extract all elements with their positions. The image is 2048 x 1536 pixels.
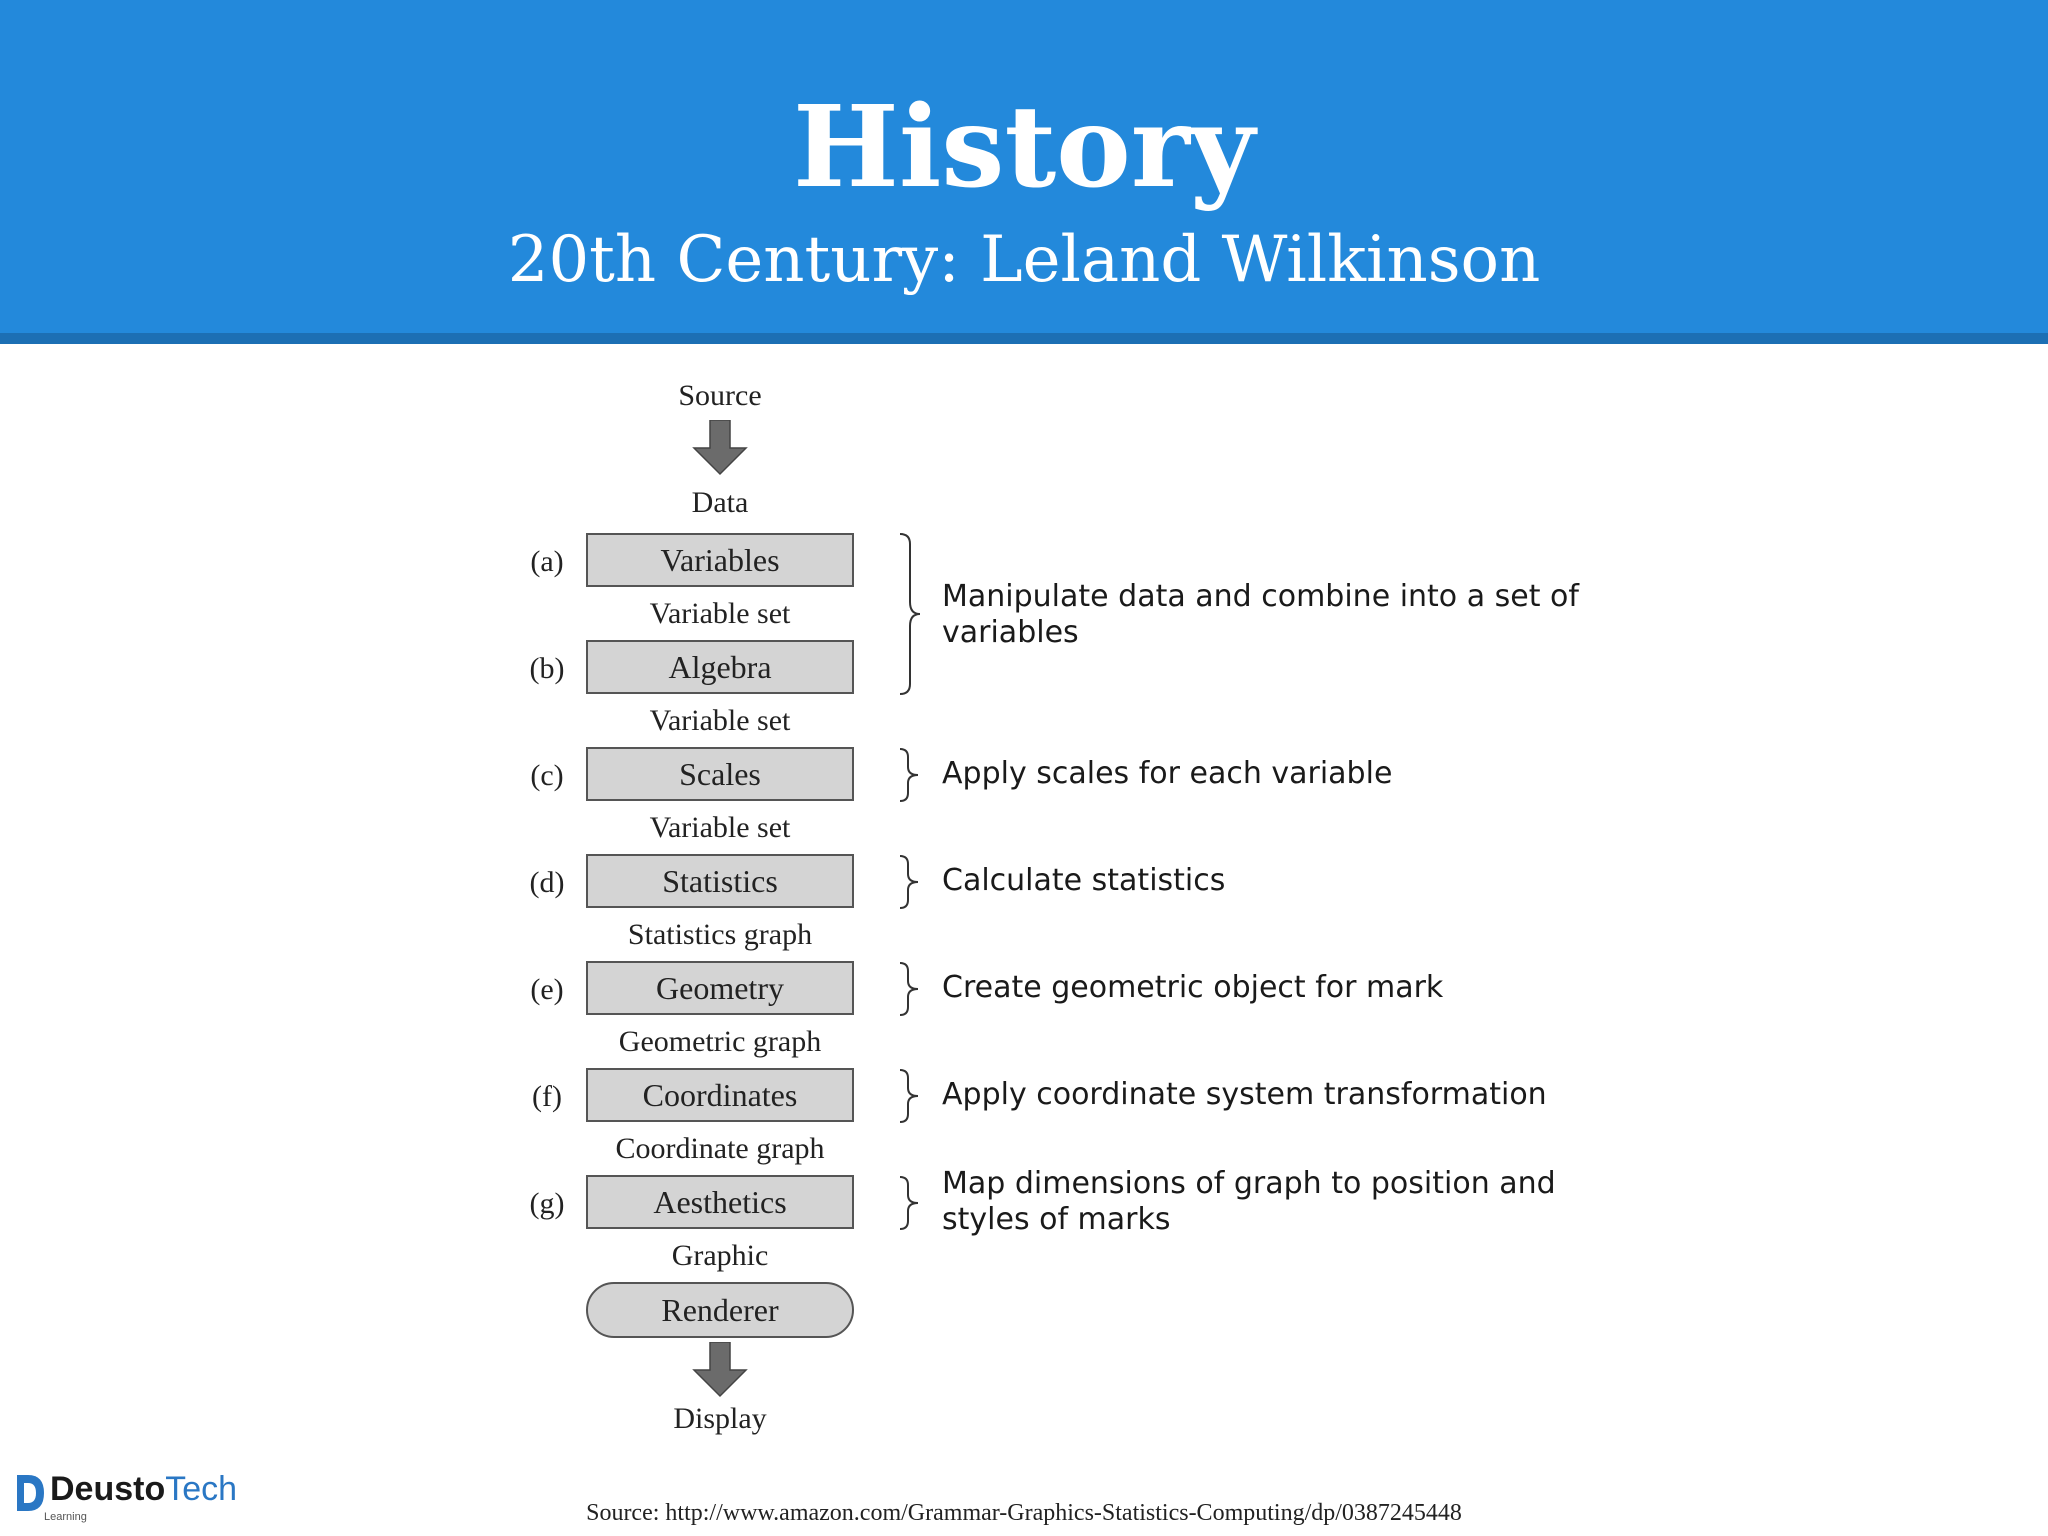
page-title: History <box>793 82 1255 213</box>
stage-letter: (e) <box>530 973 564 1006</box>
stage-geometry: Geometry <box>586 961 854 1015</box>
stage-aesthetics: Aesthetics <box>586 1175 854 1229</box>
source-citation: Source: http://www.amazon.com/Grammar-Graphics-Statistics-Computing/dp/0387245448 <box>586 1500 1462 1526</box>
stage-letter: (c) <box>530 759 564 792</box>
down-arrow-icon <box>692 420 748 476</box>
description-text: Map dimensions of graph to position and styles of marks <box>942 1166 1556 1237</box>
stage-output: Variable set <box>649 704 791 737</box>
logo-text-deusto: Deusto <box>50 1470 166 1508</box>
stage-output: Coordinate graph <box>615 1132 825 1165</box>
stage-letter: (a) <box>530 545 564 578</box>
stage-algebra: Algebra <box>586 640 854 694</box>
stage-output: Variable set <box>649 597 791 630</box>
brace-icon <box>896 532 926 696</box>
logo-text-tech: Tech <box>165 1470 238 1508</box>
stage-output: Graphic <box>671 1239 769 1272</box>
stage-output: Variable set <box>649 811 791 844</box>
down-arrow-icon <box>692 1342 748 1398</box>
stage-coordinates: Coordinates <box>586 1068 854 1122</box>
logo-subtitle: Learning <box>44 1511 87 1523</box>
stage-statistics: Statistics <box>586 854 854 908</box>
header-rule <box>0 333 2048 344</box>
description-text: Apply coordinate system transformation <box>942 1077 1547 1112</box>
stage-output: Statistics graph <box>627 918 813 951</box>
brace-icon <box>896 854 926 910</box>
description-text: Manipulate data and combine into a set of variables <box>942 579 1579 650</box>
description-text: Create geometric object for mark <box>942 970 1444 1005</box>
grammar-of-graphics-diagram <box>0 344 2048 1444</box>
stage-variables: Variables <box>586 533 854 587</box>
brace-icon <box>896 1175 926 1231</box>
data-label: Data <box>691 486 749 519</box>
stage-letter: (b) <box>529 652 565 685</box>
display-label: Display <box>673 1402 767 1435</box>
stage-letter: (f) <box>532 1080 562 1113</box>
stage-letter: (d) <box>529 866 565 899</box>
brace-icon <box>896 747 926 803</box>
stage-scales: Scales <box>586 747 854 801</box>
source-label: Source <box>678 379 762 412</box>
stage-renderer: Renderer <box>586 1282 854 1338</box>
brace-icon <box>896 1068 926 1124</box>
description-text: Calculate statistics <box>942 863 1226 898</box>
description-text: Apply scales for each variable <box>942 756 1393 791</box>
stage-output: Geometric graph <box>618 1025 822 1058</box>
page-subtitle: 20th Century: Leland Wilkinson <box>507 223 1541 297</box>
stage-letter: (g) <box>529 1187 565 1220</box>
brace-icon <box>896 961 926 1017</box>
